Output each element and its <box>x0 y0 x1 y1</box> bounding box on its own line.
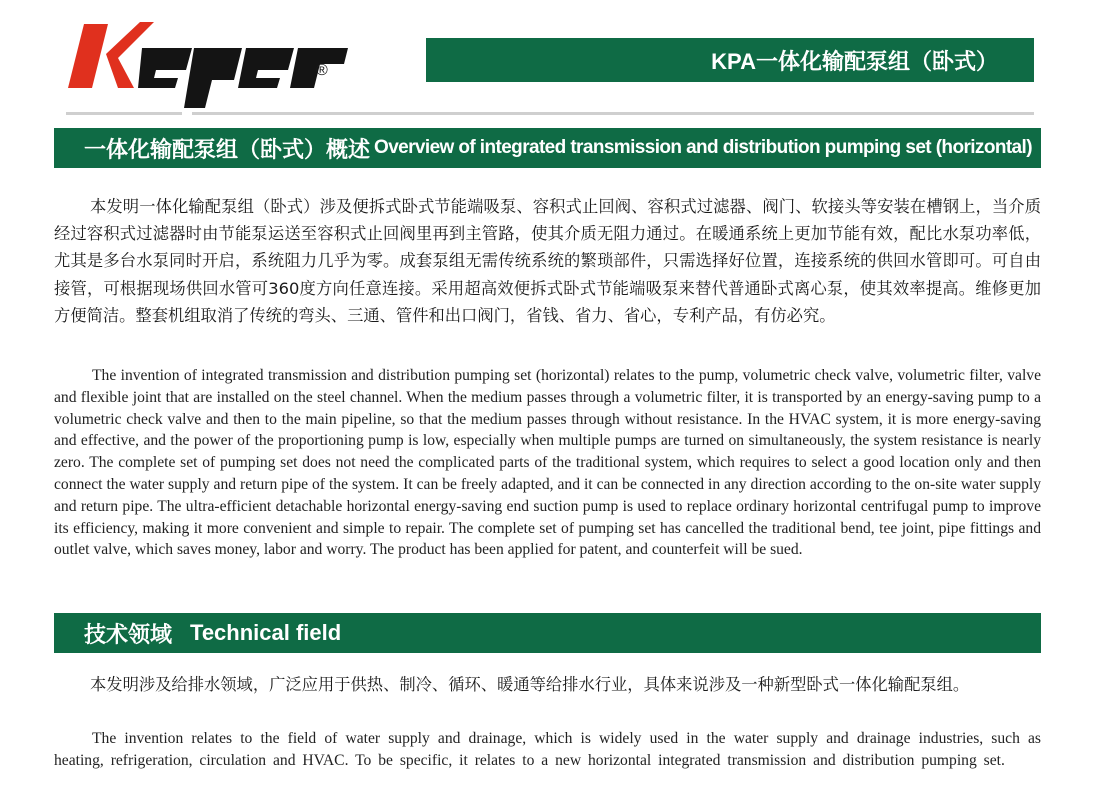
overview-paragraph-zh: 本发明一体化输配泵组（卧式）涉及便拆式卧式节能端吸泵、容积式止回阀、容积式过滤器、阀门、软接头等安装在槽钢上，当介质经过容积式过滤器时由节能泵运送至容积式止回阀里再到主管路，使其介质无阻力通过。在暖通系统上更加节能有效，配比水泵功率低，尤其是多台水泵同时开启，系统阻力几乎为零。成套泵组无需传统系统的繁琐部件，只需选择好位置，连接系统的供回水管即可。可自由接管，可根据现场供回水管可360度方向任意连接。采用超高效便拆式卧式节能端吸泵来替代普通卧式离心泵，使其效率提高。维修更加方便简洁。整套机组取消了传统的弯头、三通、管件和出口阀门，省钱、省力、省心，专利产品，有仿必究。 <box>54 197 1041 325</box>
section-title-en: Technical field <box>190 620 342 645</box>
product-title-banner <box>426 38 1034 82</box>
technical-field-paragraph-zh: 本发明涉及给排水领域，广泛应用于供热、制冷、循环、暖通等给排水行业，具体来说涉及一种新型卧式一体化输配泵组。 <box>90 675 970 694</box>
section-title-zh: 一体化输配泵组（卧式）概述 <box>84 136 371 162</box>
header-divider-right <box>192 112 1034 115</box>
header-divider-left <box>66 112 182 115</box>
overview-paragraph-en: The invention of integrated transmission and distribution pumping set (horizontal) relates to the pump, volumetric check valve, volumetric filter, valve and flexible joint that are installed on the steel channel. When the medium passes through a volumetric filter, it is transported by an energy-saving pump to a volumetric check valve and then to the main pipeline, so that the medium passes through without resistance. In the HVAC system, it is more energy-saving and effective, and the power of the proportioning pump is low, especially when multiple pumps are turned on simultaneously, the system resistance is nearly zero. The complete set of pumping set does not need the complicated parts of the traditional system, which requires to select a good location only and then connect the water supply and return pipe of the system. It can be freely adapted, and it can be connected in any direction according to the on-site water supply and return pipe. The ultra-efficient detachable horizontal energy-saving end suction pump is used to replace ordinary horizontal centrifugal pump to improve its efficiency, making it more convenient and simple to repair. The complete set of pumping set has cancelled the traditional bend, tee joint, pipe fittings and outlet valve, which saves money, labor and worry. The product has been applied for patent, and counterfeit will be sued. <box>54 367 1041 559</box>
section-title-zh: 技术领域 <box>84 621 173 647</box>
section-header-technical-field <box>54 613 1041 653</box>
keper-logo <box>62 18 352 108</box>
section-header-overview <box>54 128 1041 168</box>
registered-mark: ® <box>316 62 328 79</box>
technical-field-paragraph-en: The invention relates to the field of water supply and drainage, which is widely used in the water supply and drainage industries, such as heating, refrigeration, circulation and HVAC. To be specific, it relates to a new horizontal integrated transmission and distribution pumping set. <box>54 730 1041 769</box>
product-title: KPA一体化输配泵组（卧式） <box>711 48 998 74</box>
keper-logo-graphic <box>62 18 352 108</box>
section-title-en: Overview of integrated transmission and distribution pumping set (horizontal) <box>374 137 1032 158</box>
